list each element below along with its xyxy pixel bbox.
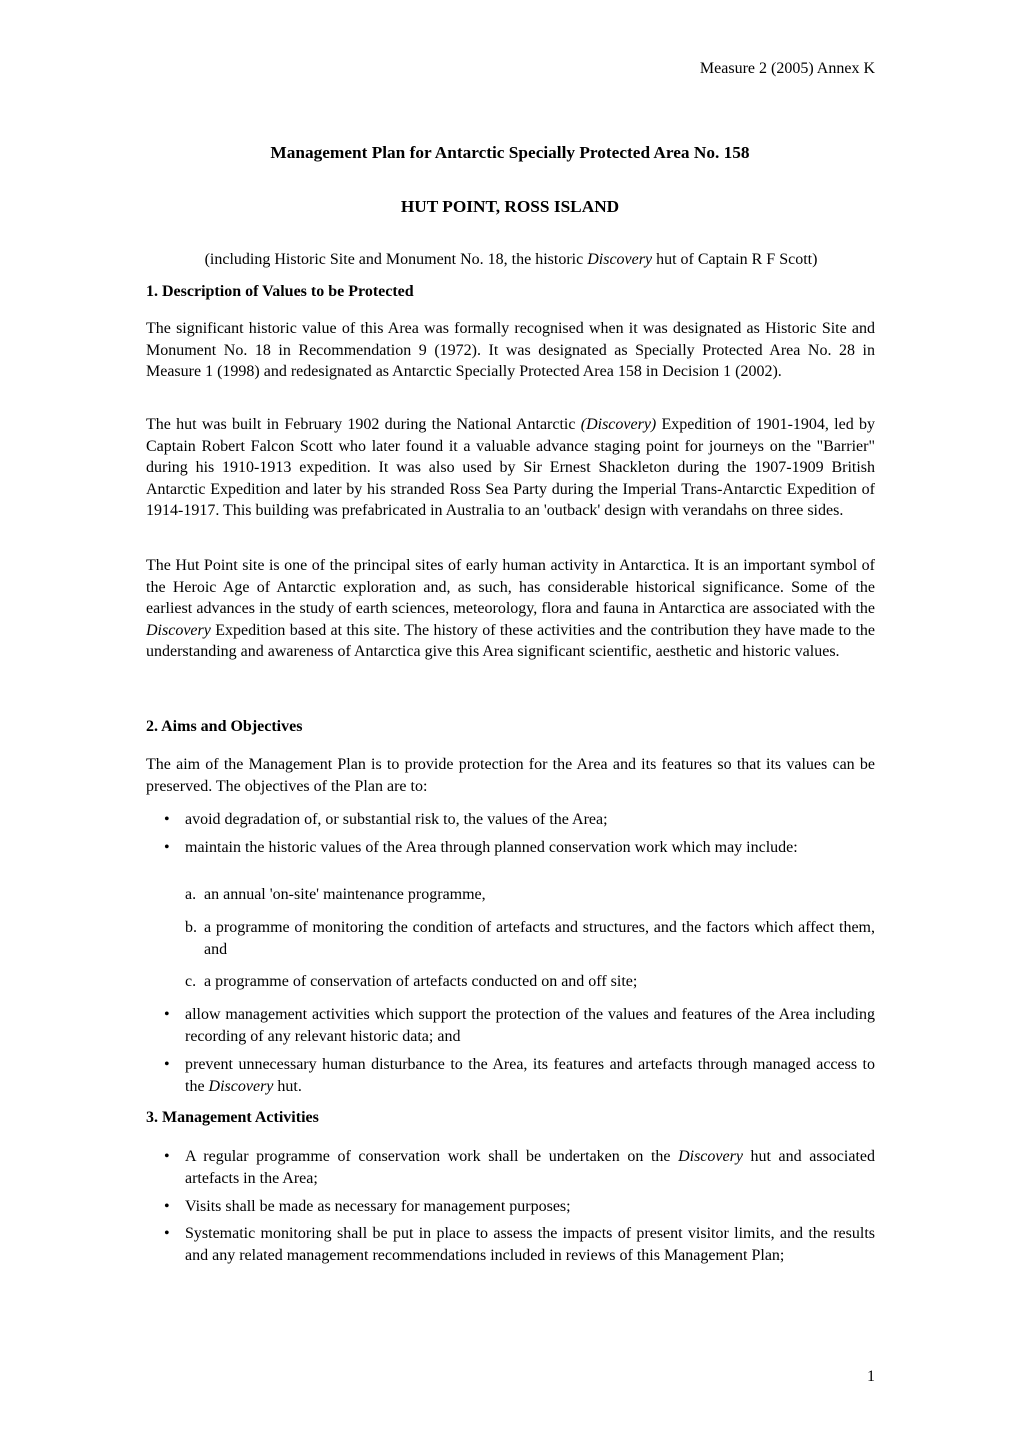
list-text: allow management activities which support the protection of the values and features of the Area including recording of any relevant historic data; and [185,1006,875,1045]
paragraph: The significant historic value of this Area was formally recognised when it was designated as Historic Site and Monument No. 18 in Recommendation 9 (1972). It was designated as Specially Protected Area No. 28 in Measure 1 (1998) and redesignated as Antarctic Specially Protected Area 158 in Decision 1 (2002). [146,320,875,381]
list-item [164,809,875,831]
list-text: hut. [273,1077,302,1095]
italic-text: Discovery [678,1148,743,1165]
bullet-icon: • [164,1225,170,1242]
sub-list-text: a programme of conservation of artefacts conducted on and off site; [204,973,638,990]
running-header: Measure 2 (2005) Annex K [699,60,875,77]
subtitle-note [1,249,1020,271]
sub-list-item [185,884,875,906]
document-title: Management Plan for Antarctic Specially Protected Area No. 158 [270,143,750,162]
bullet-icon: • [164,1148,170,1165]
sub-list-text: an annual 'on-site' maintenance programme, [204,886,486,903]
list-item [164,1196,875,1218]
list-text: A regular programme of conservation work shall be undertaken on the [185,1148,679,1165]
text: Expedition of 1901-1904, led by Captain Robert Falcon Scott who later found it a valuable advance staging point for journeys on the "Barrier" during his 1910-1913 expedition. It was also used by Sir Ernest Shackleton during the 1907-1909 British Antarctic Expedition and later by his stranded Ross Sea Party during the Imperial Trans-Antarctic Expedition of 1914-1917. This building was prefabricated in Australia to an 'outback' design with verandahs on three sides. [146,416,875,520]
list-item [164,837,875,859]
list-item [164,1146,875,1189]
list-item [164,1223,875,1266]
italic-text: Discovery [146,621,211,639]
sub-list-label: c. [185,973,197,990]
sub-list-label: b. [185,919,197,936]
list-item [164,1054,875,1097]
bullet-icon: • [164,811,170,828]
list-item [164,1004,875,1047]
paragraph: The aim of the Management Plan is to provide protection for the Area and its features so that its values can be preserved. The objectives of the Plan are to: [146,756,875,795]
bullet-icon: • [164,1006,170,1023]
paragraph [146,414,875,522]
sub-list-text: a programme of monitoring the condition of artefacts and structures, and the factors which affect them, and [204,919,875,958]
list-text: maintain the historic values of the Area through planned conservation work which may include: [185,839,798,856]
note-italic: Discovery [587,251,653,268]
bullet-icon: • [164,1198,170,1215]
sub-list-label: a. [185,886,197,903]
page-number: 1 [867,1368,875,1385]
bullet-icon: • [164,1056,170,1073]
list-text: Visits shall be made as necessary for management purposes; [185,1198,571,1215]
note-text: (including Historic Site and Monument No. 18, the historic [204,251,588,268]
list-text: Systematic monitoring shall be put in place to assess the impacts of present visitor limits, and the results and any related management recommendations included in reviews of this Management Plan; [185,1225,875,1264]
italic-text: (Discovery) [580,416,657,433]
section-heading-2: 2. Aims and Objectives [146,718,303,735]
text: The hut was built in February 1902 during the National Antarctic [146,416,581,433]
italic-text: Discovery [208,1077,274,1095]
document-subtitle: HUT POINT, ROSS ISLAND [400,197,620,216]
list-text: avoid degradation of, or substantial risk to, the values of the Area; [185,811,608,828]
list-text: prevent unnecessary human disturbance to the Area, its features and artefacts through managed access to the [185,1056,875,1095]
text: The Hut Point site is one of the principal sites of early human activity in Antarctica. It is an important symbol of the Heroic Age of Antarctic exploration and, as such, has considerable historical significance. Some of the earliest advances in the study of earth sciences, meteorology, flora and fauna in Antarctica are associated with the [146,557,875,618]
paragraph [146,555,875,663]
bullet-icon: • [164,839,170,856]
note-text: hut of Captain R F Scott) [652,251,818,268]
sub-list-item [185,917,875,960]
section-heading-1: 1. Description of Values to be Protected [146,283,414,300]
list-text: hut and associated artefacts in the Area; [185,1148,875,1187]
section-heading-3: 3. Management Activities [146,1109,319,1126]
text: Expedition based at this site. The history of these activities and the contribution they have made to the understanding and awareness of Antarctica give this Area significant scientific, aesthetic and historic values. [146,621,875,661]
sub-list-item [185,971,875,993]
